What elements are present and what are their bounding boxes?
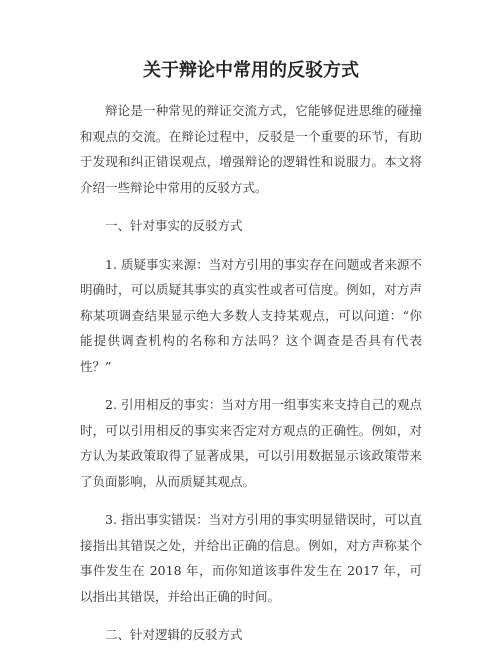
section-heading-logic: 二、针对逻辑的反驳方式 bbox=[105, 627, 243, 642]
list-item-question-source: 1. 质疑事实来源：当对方引用的事实存在问题或者来源不明确时，可以质疑其事实的真实性或者可信度。例如，对方声称某项调查结果显示绝大多数人支持某观点，可以问道：“你能提供调查机构的名称和方法吗？这个调查是否具有代表性？” bbox=[80, 256, 422, 374]
document-title: 关于辩论中常用的反驳方式 bbox=[143, 60, 359, 81]
intro-paragraph: 辩论是一种常见的辩证交流方式，它能够促进思维的碰撞和观点的交流。在辩论过程中，反驳是一个重要的环节，有助于发现和纠正错误观点，增强辩论的逻辑性和说服力。本文将介绍一些辩论中常用的反驳方式。 bbox=[80, 103, 422, 195]
list-item-point-out-errors: 3. 指出事实错误：当对方引用的事实明显错误时，可以直接指出其错误之处，并给出正确的信息。例如，对方声称某个事件发生在 2018 年，而你知道该事件发生在 2017 年，可以指出其错误，并给出正确的时间。 bbox=[80, 512, 422, 604]
list-item-opposite-facts: 2. 引用相反的事实：当对方用一组事实来支持自己的观点时，可以引用相反的事实来否定对方观点的正确性。例如，对方认为某政策取得了显著成果，可以引用数据显示该政策带来了负面影响，从而质疑其观点。 bbox=[80, 397, 422, 489]
section-heading-facts: 一、针对事实的反驳方式 bbox=[105, 218, 243, 233]
